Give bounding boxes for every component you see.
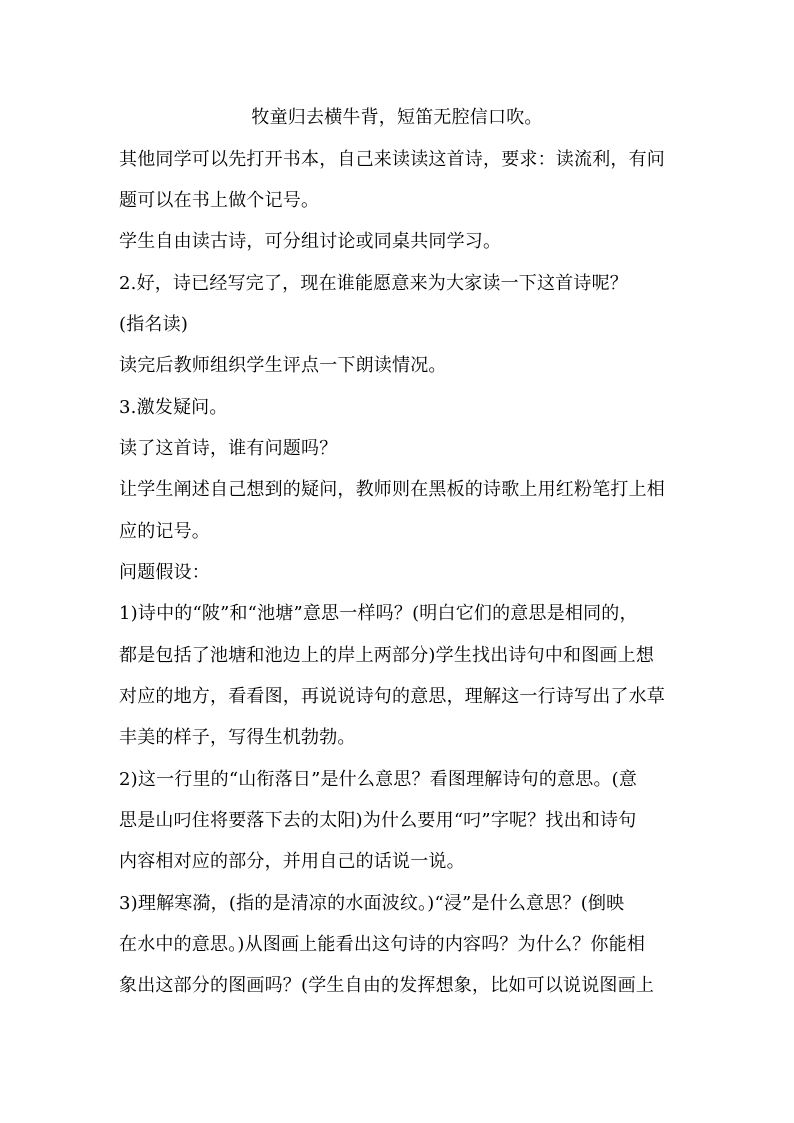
paragraph-line: 丰美的样子，写得生机勃勃。 <box>119 727 356 748</box>
section-heading: 3.激发疑问。 <box>119 397 228 418</box>
paragraph-line: 在水中的意思。)从图画上能看出这句诗的内容吗？为什么？你能相 <box>119 934 646 955</box>
paragraph-line: 象出这部分的图画吗？(学生自由的发挥想象，比如可以说说图画上 <box>119 975 655 996</box>
paragraph-line: 1)诗中的“陂”和“池塘”意思一样吗？(明白它们的意思是相同的， <box>119 603 638 624</box>
paragraph-line: 读了这首诗，谁有问题吗？ <box>119 438 338 459</box>
paragraph-line: 内容相对应的部分，并用自己的话说一说。 <box>119 851 465 872</box>
paragraph-line: 2)这一行里的“山衔落日”是什么意思？看图理解诗句的意思。(意 <box>119 769 638 790</box>
paragraph-line: 2.好，诗已经写完了，现在谁能愿意来为大家读一下这首诗呢？ <box>119 273 628 294</box>
paragraph-line: 读完后教师组织学生评点一下朗读情况。 <box>119 355 447 376</box>
paragraph-line: 问题假设： <box>119 562 210 583</box>
paragraph-line: 题可以在书上做个记号。 <box>119 190 320 211</box>
paragraph-line: 应的记号。 <box>119 521 210 542</box>
paragraph-line: 其他同学可以先打开书本，自己来读读这首诗，要求：读流利，有问 <box>119 149 665 170</box>
paragraph-line: 思是山叼住将要落下去的太阳)为什么要用“叼”字呢？找出和诗句 <box>119 810 637 831</box>
paragraph-line: 让学生阐述自己想到的疑问，教师则在黑板的诗歌上用红粉笔打上相 <box>119 479 665 500</box>
paragraph-line: 对应的地方，看看图，再说说诗句的意思，理解这一行诗写出了水草 <box>119 686 665 707</box>
paragraph-line: 学生自由读古诗，可分组讨论或同桌共同学习。 <box>119 231 502 252</box>
paragraph-line: 都是包括了池塘和池边上的岸上两部分)学生找出诗句中和图画上想 <box>119 645 655 666</box>
paragraph-line: (指名读) <box>119 314 189 335</box>
poem-line: 牧童归去横牛背，短笛无腔信口吹。 <box>251 107 543 128</box>
paragraph-line: 3)理解寒漪，(指的是清凉的水面波纹。)“浸”是什么意思？(倒映 <box>119 893 625 914</box>
